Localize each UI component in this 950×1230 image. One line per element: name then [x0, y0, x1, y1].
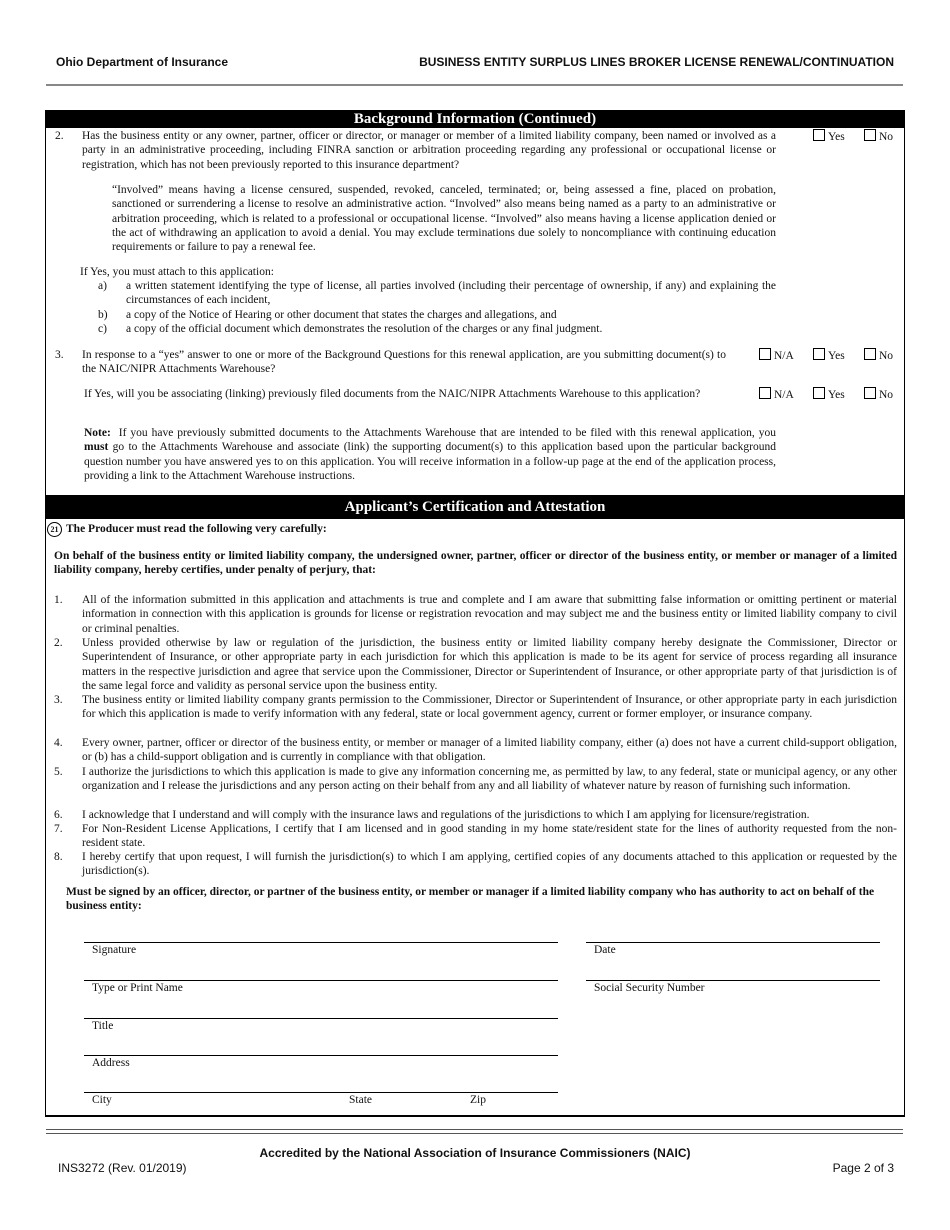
- date-label: Date: [594, 944, 616, 956]
- q3-linking-no-option[interactable]: [864, 387, 893, 402]
- q3-no-checkbox[interactable]: [864, 348, 876, 360]
- q3-no-label: No: [879, 350, 894, 362]
- form-number: INS3272 (Rev. 01/2019): [58, 1161, 187, 1175]
- q2-item-b: a copy of the Notice of Hearing or other document that states the charges and allegations, and: [126, 309, 557, 321]
- cert-item-1-number: 1.: [54, 594, 63, 606]
- q2-no-option[interactable]: [864, 129, 893, 144]
- print-name-label: Type or Print Name: [92, 982, 183, 994]
- q2-question: Has the business entity or any owner, partner, officer or director, or manager or member of a limited liability company, been named or involved as a party in an administrative proceeding, including FINRA sanction or arbitration proceeding regarding any professional or occupational license or registration, which has not been previously reported to this insurance department?: [82, 130, 776, 171]
- q3-linking-no-checkbox[interactable]: [864, 387, 876, 399]
- footer-divider-thin: [46, 1129, 903, 1130]
- item-21-badge: 21: [47, 522, 62, 537]
- state-label: State: [349, 1094, 372, 1106]
- q3-yes-option[interactable]: [813, 348, 845, 363]
- certification-intro: On behalf of the business entity or limited liability company, the undersigned owner, partner, officer or director of the business entity, or member or manager of a limited liability company, hereby certifies, under penalty of perjury, that:: [54, 550, 897, 577]
- footer-divider-thick: [46, 1133, 903, 1134]
- ssn-label: Social Security Number: [594, 982, 705, 994]
- q2-no-label: No: [879, 131, 894, 143]
- cert-item-8-number: 8.: [54, 851, 63, 863]
- q3-linking-yes-label: Yes: [828, 389, 845, 401]
- q2-no-checkbox[interactable]: [864, 129, 876, 141]
- q3-linking-na-checkbox[interactable]: [759, 387, 771, 399]
- q2-yes-option[interactable]: [813, 129, 845, 144]
- q3-na-option[interactable]: [759, 348, 794, 363]
- page-number: Page 2 of 3: [832, 1161, 894, 1175]
- date-line[interactable]: [586, 942, 880, 943]
- q2-if-yes: If Yes, you must attach to this application:: [80, 266, 274, 278]
- city-label: City: [92, 1094, 112, 1106]
- address-line[interactable]: [84, 1055, 558, 1056]
- signed-by-instruction: Must be signed by an officer, director, or partner of the business entity, or member or manager if a limited liability company who has authority to act on behalf of the business entity:: [66, 886, 875, 913]
- read-carefully-text: The Producer must read the following very carefully:: [66, 523, 327, 535]
- q3-linking-no-label: No: [879, 389, 894, 401]
- cert-item-6-number: 6.: [54, 809, 63, 821]
- q2-item-c: a copy of the official document which demonstrates the resolution of the charges or any final judgment.: [126, 323, 603, 335]
- title-line[interactable]: [84, 1018, 558, 1019]
- form-title: BUSINESS ENTITY SURPLUS LINES BROKER LICENSE RENEWAL/CONTINUATION: [419, 55, 894, 69]
- cert-item-3: The business entity or limited liability company grants permission to the Commissioner, Director or Superintendent of Insurance, or other appropriate party in each jurisdiction for which this application is made to verify information with any federal, state or local government agency, current or former employer, or insurance company.: [82, 694, 897, 721]
- cert-item-7: For Non-Resident License Applications, I certify that I am licensed and in good standing in my home state/resident state for the lines of authority requested from the non-resident state.: [82, 823, 897, 850]
- q3-linking-yes-option[interactable]: [813, 387, 845, 402]
- q3-question: In response to a “yes” answer to one or more of the Background Questions for this renewal application, are you submitting document(s) to the NAIC/NIPR Attachments Warehouse?: [82, 349, 726, 376]
- zip-label: Zip: [470, 1094, 486, 1106]
- q3-linking-na-option[interactable]: [759, 387, 794, 402]
- q2-item-b-letter: b): [98, 309, 108, 321]
- q2-number: 2.: [55, 130, 64, 142]
- q3-no-option[interactable]: [864, 348, 893, 363]
- certification-section-title: Applicant’s Certification and Attestation: [45, 495, 905, 519]
- title-label: Title: [92, 1020, 114, 1032]
- ssn-line[interactable]: [586, 980, 880, 981]
- q3-note-must: must: [84, 441, 109, 454]
- cert-item-6: I acknowledge that I understand and will comply with the insurance laws and regulations of the jurisdictions to which I am applying for licensure/registration.: [82, 809, 810, 821]
- q2-item-a-letter: a): [98, 280, 107, 292]
- q3-yes-label: Yes: [828, 350, 845, 362]
- q3-linking-na-label: N/A: [774, 389, 794, 401]
- signature-line[interactable]: [84, 942, 558, 943]
- cert-item-8: I hereby certify that upon request, I will furnish the jurisdiction(s) to which I am applying, certified copies of any documents attached to this application or requested by the jurisdiction(s).: [82, 851, 897, 878]
- q3-yes-checkbox[interactable]: [813, 348, 825, 360]
- q3-linking-yes-checkbox[interactable]: [813, 387, 825, 399]
- department-name: Ohio Department of Insurance: [56, 55, 229, 69]
- header-divider: [46, 84, 903, 86]
- background-section-title: Background Information (Continued): [45, 110, 905, 128]
- cert-item-5: I authorize the jurisdictions to which this application is made to give any information concerning me, as permitted by law, to any federal, state or municipal agency, or any other organization and I release the jurisdictions and any person acting on their behalf from any and all liability of whatever nature by reason of furnishing such information.: [82, 766, 897, 793]
- cert-item-2: Unless provided otherwise by law or regulation of the jurisdiction, the business entity or limited liability company hereby designate the Commissioner, Director or Superintendent of Insurance, or other appropriate party in each jurisdiction for which this application is made to be its agent for service of process regarding all insurance matters in the respective jurisdiction and agree that service upon the Commissioner, Director or Superintendent of Insurance, or other appropriate party of that jurisdiction is of the same legal force and validity as personal service upon the business entity.: [82, 637, 897, 692]
- q3-linking-question: If Yes, will you be associating (linking) previously filed documents from the NAIC/NIPR Attachments Warehouse to this application?: [84, 388, 701, 400]
- city-state-zip-line[interactable]: [84, 1092, 558, 1093]
- signature-label: Signature: [92, 944, 137, 956]
- cert-item-4-number: 4.: [54, 737, 63, 749]
- naic-accreditation: Accredited by the National Association of Insurance Commissioners (NAIC): [259, 1146, 691, 1160]
- cert-item-7-number: 7.: [54, 823, 63, 835]
- cert-item-1: All of the information submitted in this application and attachments is true and complete and I am aware that submitting false information or omitting pertinent or material information in connection with this application is grounds for license or registration revocation and may subject me and the business entity or limited liability company to civil or criminal penalties.: [82, 594, 897, 635]
- cert-item-4: Every owner, partner, officer or director of the business entity, or member or manager of a limited liability company, either (a) does not have a current child-support obligation, or (b) has a child-support obligation and is currently in compliance with that obligation.: [82, 737, 897, 764]
- cert-item-5-number: 5.: [54, 766, 63, 778]
- q2-yes-checkbox[interactable]: [813, 129, 825, 141]
- q2-yes-label: Yes: [828, 131, 845, 143]
- address-label: Address: [92, 1057, 130, 1069]
- q3-note-text-2: go to the Attachments Warehouse and associate (link) the supporting document(s) to this application based upon the particular background question number you have answered yes to on this application. You will receive information in a follow-up page at the end of the application process, providing a link to the Attachment Warehouse instructions.: [84, 441, 776, 482]
- q3-note-label: Note:: [84, 427, 111, 439]
- q3-number: 3.: [55, 349, 64, 361]
- q3-note: [84, 426, 776, 483]
- print-name-line[interactable]: [84, 980, 558, 981]
- q3-note-text-1: If you have previously submitted documents to the Attachments Warehouse that are intended to be filed with this renewal application, you: [118, 427, 776, 439]
- read-carefully: [47, 522, 647, 537]
- q2-item-a: a written statement identifying the type of license, all parties involved (including their percentage of ownership, if any) and explaining the circumstances of each incident,: [126, 280, 776, 307]
- involved-definition: “Involved” means having a license censured, suspended, revoked, canceled, terminated; or, being assessed a fine, placed on probation, sanctioned or surrendering a license to resolve an administrative action. “Involved” also means being named as a party to an administrative or arbitration proceeding, which is related to a professional or occupational license. “Involved” also means having a license application denied or the act of withdrawing an application to avoid a denial. You may exclude terminations due solely to noncompliance with continuing education requirements or failure to pay a renewal fee.: [112, 184, 776, 254]
- cert-item-3-number: 3.: [54, 694, 63, 706]
- q3-na-checkbox[interactable]: [759, 348, 771, 360]
- cert-item-2-number: 2.: [54, 637, 63, 649]
- q2-item-c-letter: c): [98, 323, 107, 335]
- q3-na-label: N/A: [774, 350, 794, 362]
